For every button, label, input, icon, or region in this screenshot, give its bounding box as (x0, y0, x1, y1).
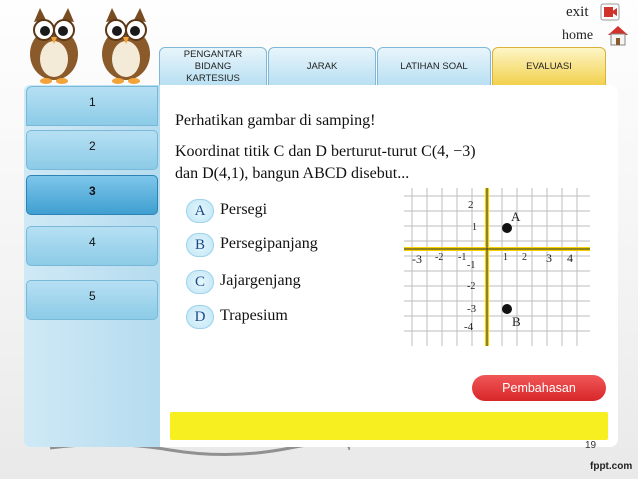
y-tick-label: -1 (467, 260, 476, 271)
option-b-text[interactable]: Persegipanjang (220, 235, 318, 252)
x-tick-label: 2 (522, 252, 527, 263)
y-tick-label: -3 (467, 303, 477, 315)
tab-jarak[interactable] (268, 47, 376, 87)
point-b-label: B (512, 314, 521, 329)
pembahasan-button[interactable]: Pembahasan (472, 375, 606, 401)
question-nav-4[interactable] (26, 226, 158, 266)
y-tick-label: 1 (472, 222, 477, 233)
owl-mascot-left (24, 4, 84, 84)
tab-latihan-soal[interactable] (377, 47, 491, 87)
home-label[interactable]: home (562, 28, 594, 43)
option-c-badge[interactable]: C (186, 270, 214, 294)
exit-icon[interactable] (600, 3, 620, 21)
question-nav-1[interactable] (26, 86, 158, 126)
option-a-text[interactable]: Persegi (220, 201, 268, 218)
question-nav-2[interactable] (26, 130, 158, 170)
home-icon[interactable] (606, 24, 630, 46)
option-a-badge[interactable]: A (186, 199, 214, 223)
y-tick-label: -2 (467, 281, 476, 292)
tab-label: LATIHAN SOAL (400, 61, 468, 72)
x-tick-label: -1 (458, 252, 467, 263)
question-line: Koordinat titik C dan D berturut-turut C(4, −3) (175, 143, 476, 160)
tab-evaluasi[interactable] (492, 47, 606, 87)
y-tick-label: -4 (464, 321, 474, 333)
coordinate-grid (404, 188, 590, 346)
x-tick-label: -2 (435, 252, 444, 263)
tab-label: EVALUASI (526, 61, 572, 72)
point-a (502, 223, 512, 233)
x-tick-label: 1 (503, 252, 508, 263)
answer-feedback-bar (170, 412, 608, 440)
y-tick-label: 2 (468, 199, 474, 211)
slide-number: 19 (585, 440, 597, 451)
x-tick-label: -3 (412, 252, 422, 266)
tab-label: JARAK (306, 61, 338, 72)
question-number: 5 (89, 289, 96, 303)
exit-label[interactable]: exit (566, 4, 589, 20)
question-nav-3[interactable] (26, 175, 158, 215)
point-b (502, 304, 512, 314)
question-number: 3 (89, 184, 96, 198)
option-c-text[interactable]: Jajargenjang (220, 272, 301, 289)
option-d-text[interactable]: Trapesium (220, 307, 288, 324)
question-number: 4 (89, 235, 96, 249)
question-line: dan D(4,1), bangun ABCD disebut... (175, 165, 410, 182)
question-number: 2 (89, 139, 96, 153)
x-tick-label: 3 (546, 251, 552, 265)
owl-mascot-right (96, 4, 156, 84)
question-nav-5[interactable] (26, 280, 158, 320)
watermark: fppt.com (590, 461, 633, 472)
question-instruction: Perhatikan gambar di samping! (175, 112, 376, 129)
option-d-badge[interactable]: D (186, 305, 214, 329)
x-tick-label: 4 (567, 251, 573, 265)
point-a-label: A (511, 209, 521, 224)
tab-pengantar-bidang-kartesius[interactable] (159, 47, 267, 87)
question-number: 1 (89, 95, 96, 109)
tab-label: PENGANTAR BIDANG KARTESIUS (183, 49, 243, 84)
option-b-badge[interactable]: B (186, 233, 214, 257)
